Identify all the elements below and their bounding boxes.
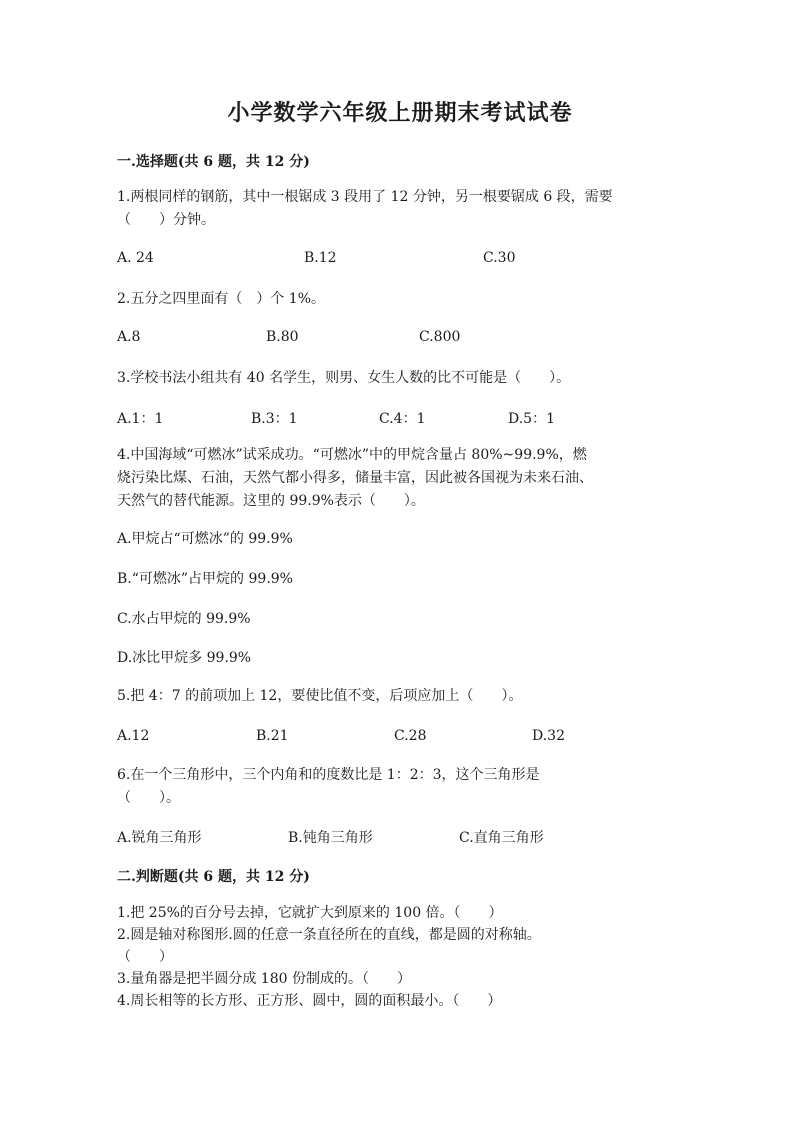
page-title: 小学数学六年级上册期末考试试卷	[227, 100, 573, 126]
option-c: C.30	[483, 250, 516, 266]
question-stem-line: 1.两根同样的钢筋，其中一根锯成 3 段用了 12 分钟，另一根要锯成 6 段，需要	[117, 189, 613, 205]
option-c: C.28	[394, 728, 427, 744]
question-stem-line: 2.五分之四里面有（ ）个 1%。	[117, 291, 326, 307]
question-stem-line: 3.学校书法小组共有 40 名学生，则男、女生人数的比不可能是（ ）。	[117, 370, 571, 386]
question-5-options	[117, 728, 717, 748]
list-item: 2.圆是轴对称图形.圆的任意一条直径所在的直线，都是圆的对称轴。	[117, 927, 541, 943]
question-6	[117, 764, 687, 810]
option-c: C.直角三角形	[459, 830, 544, 846]
option-b: B.21	[256, 728, 289, 744]
question-3	[117, 367, 687, 390]
section-heading-true-false: 二.判断题(共 6 题，共 12 分)	[117, 869, 310, 885]
question-stem-line: 6.在一个三角形中，三个内角和的度数比是 1：2：3，这个三角形是	[117, 767, 540, 783]
list-item: （ ）	[117, 949, 173, 965]
question-stem-line: 5.把 4：7 的前项加上 12，要使比值不变，后项应加上（ ）。	[117, 688, 523, 704]
question-4-option-b	[117, 568, 717, 588]
option-b: B.12	[304, 250, 337, 266]
question-2	[117, 288, 687, 311]
option-c: C.4：1	[379, 411, 426, 427]
option-a: A.甲烷占“可燃冰”的 99.9%	[117, 531, 293, 547]
option-c: C.水占甲烷的 99.9%	[117, 611, 251, 627]
question-3-options	[117, 408, 717, 428]
question-stem-line: 烧污染比煤、石油，天然气都小得多，储量丰富，因此被各国视为未来石油、	[117, 470, 593, 486]
option-a: A.12	[117, 728, 150, 744]
question-4-option-a	[117, 528, 717, 548]
option-b: B.80	[266, 329, 299, 345]
option-a: A.8	[117, 329, 141, 345]
option-b: B.“可燃冰”占甲烷的 99.9%	[117, 571, 293, 587]
question-stem-line: （ ）。	[117, 790, 180, 806]
true-false-list	[117, 902, 687, 1012]
question-4-option-c	[117, 608, 717, 628]
question-stem-line: 4.中国海域“可燃冰”试采成功。“可燃冰”中的甲烷含量占 80%~99.9%，燃	[117, 447, 587, 463]
option-d: D.32	[532, 728, 565, 744]
option-a: A.1：1	[117, 411, 164, 427]
section-heading-choice: 一.选择题(共 6 题，共 12 分)	[117, 154, 310, 170]
option-a: A.锐角三角形	[117, 830, 202, 846]
option-c: C.800	[419, 329, 461, 345]
list-item: 1.把 25%的百分号去掉，它就扩大到原来的 100 倍。（ ）	[117, 905, 503, 921]
question-stem-line: 天然气的替代能源。这里的 99.9%表示（ ）。	[117, 493, 425, 509]
list-item: 4.周长相等的长方形、正方形、圆中，圆的面积最小。（ ）	[117, 993, 502, 1009]
option-b: B.3：1	[251, 411, 298, 427]
question-1-options	[117, 250, 717, 270]
option-d: D.冰比甲烷多 99.9%	[117, 650, 252, 666]
option-a: A. 24	[117, 250, 154, 266]
question-stem-line: （ ）分钟。	[117, 212, 215, 228]
list-item: 3.量角器是把半圆分成 180 份制成的。（ ）	[117, 971, 411, 987]
question-4	[117, 444, 687, 513]
question-1	[117, 186, 687, 232]
question-4-option-d	[117, 647, 717, 667]
question-2-options	[117, 329, 717, 349]
question-6-options	[117, 827, 717, 847]
option-b: B.钝角三角形	[288, 830, 373, 846]
option-d: D.5：1	[508, 411, 555, 427]
question-5	[117, 685, 687, 708]
